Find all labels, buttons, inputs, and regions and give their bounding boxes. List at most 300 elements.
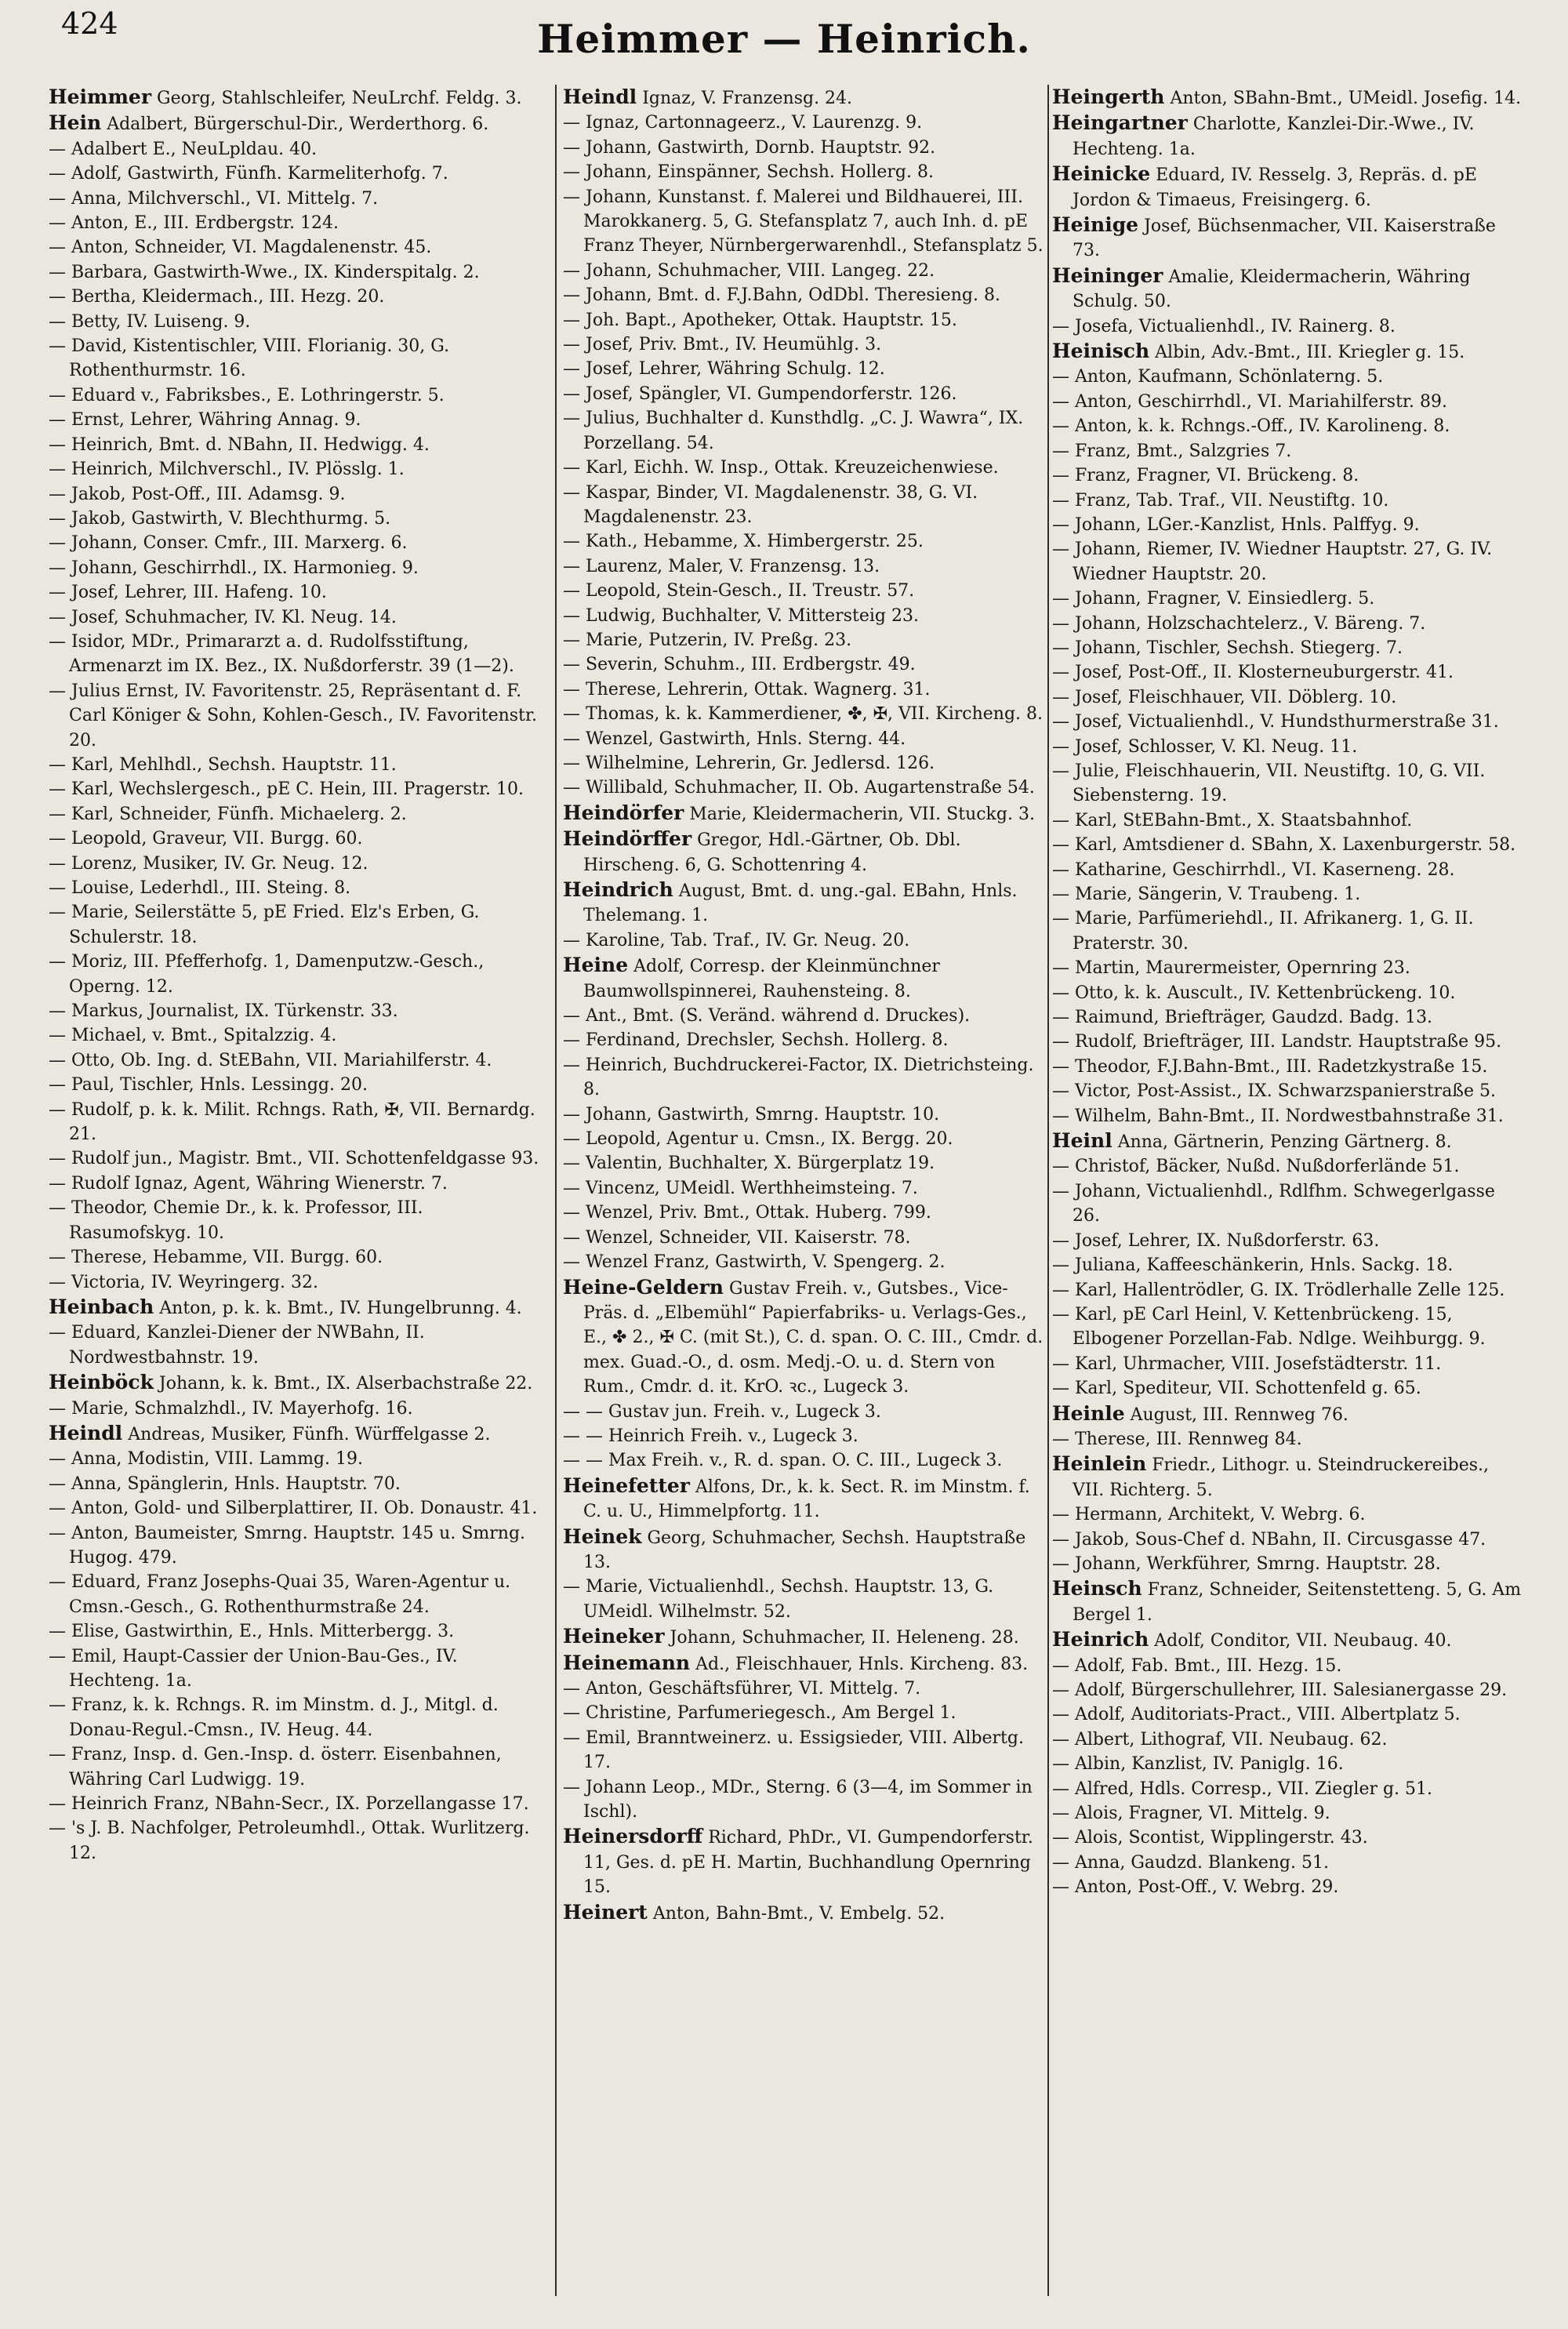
entry-text: — Josef, Lehrer, III. Hafeng. 10. <box>49 583 327 603</box>
entry-text: — Raimund, Briefträger, Gaudzd. Badg. 13. <box>1052 1008 1433 1028</box>
directory-entry <box>1052 439 1523 463</box>
entry-text: — Josef, Fleischhauer, VII. Döblerg. 10. <box>1052 687 1397 707</box>
entry-text: — Ant., Bmt. (S. Veränd. während d. Druckes). <box>563 1006 971 1026</box>
directory-entry <box>563 1127 1051 1151</box>
entry-text: — Lorenz, Musiker, IV. Gr. Neug. 12. <box>49 853 368 874</box>
directory-entry <box>49 1792 550 1816</box>
entry-surname: Heinböck <box>49 1371 154 1394</box>
entry-text: Adalbert, Bürgerschul-Dir., Werderthorg. 6. <box>107 114 489 135</box>
directory-entry <box>1052 1826 1523 1850</box>
directory-entry <box>563 259 1051 283</box>
directory-entry <box>49 827 550 851</box>
entry-text: — Johann, Gastwirth, Smrng. Hauptstr. 10. <box>563 1104 940 1125</box>
directory-entry <box>49 1619 550 1644</box>
entry-surname: Heinisch <box>1052 340 1150 363</box>
entry-text: — Johann, Einspänner, Sechsh. Hollerg. 8. <box>563 162 934 183</box>
entry-text: — 's J. B. Nachfolger, Petroleumhdl., Ottak. Wurlitzerg. 12. <box>49 1819 530 1863</box>
directory-entry <box>563 1424 1051 1448</box>
directory-entry <box>1052 1752 1523 1776</box>
entry-text: — Vincenz, UMeidl. Werthheimsteing. 7. <box>563 1178 918 1198</box>
entry-surname: Heinefetter <box>563 1473 690 1497</box>
directory-entry <box>49 1421 550 1447</box>
entry-text: Eduard, IV. Resselg. 3, Repräs. d. pE Jordon & Timaeus, Freisingerg. 6. <box>1073 165 1477 210</box>
entry-text: Amalie, Kleidermacherin, Währing Schulg. 50. <box>1073 267 1471 312</box>
directory-entry <box>563 481 1051 530</box>
directory-entry <box>563 1053 1051 1103</box>
directory-entry <box>563 1824 1051 1899</box>
directory-entry <box>49 679 550 753</box>
directory-entry <box>49 285 550 309</box>
directory-entry <box>1052 956 1523 980</box>
page-number: 424 <box>61 6 118 41</box>
entry-text: — Leopold, Stein-Gesch., II. Treustr. 57. <box>563 581 915 601</box>
entry-text: — Wenzel, Priv. Bmt., Ottak. Huberg. 799. <box>563 1203 931 1223</box>
entry-text: — Alfred, Hdls. Corresp., VII. Ziegler g. 51. <box>1052 1779 1433 1799</box>
entry-text: — Adolf, Bürgerschullehrer, III. Salesianergasse 29. <box>1052 1680 1508 1700</box>
entry-text: — Johann, Fragner, V. Einsiedlerg. 5. <box>1052 589 1375 609</box>
directory-entry <box>563 801 1051 827</box>
directory-entry <box>49 1447 550 1471</box>
entry-text: — Heinrich, Milchverschl., IV. Plösslg. 1. <box>49 460 405 480</box>
entry-text: — Johann, Holzschachtelerz., V. Bäreng. 7. <box>1052 613 1426 634</box>
entry-text: — Wilhelmine, Lehrerin, Gr. Jedlersd. 126. <box>563 753 935 773</box>
entry-text: — Valentin, Buchhalter, X. Bürgerplatz 19. <box>563 1154 935 1174</box>
directory-entry <box>49 187 550 211</box>
directory-entry <box>563 1004 1051 1028</box>
entry-text: — Christine, Parfumeriegesch., Am Bergel 1. <box>563 1703 956 1724</box>
entry-text: — Rudolf, p. k. k. Milit. Rchngs. Rath, ✠, VII. Bernardg. 21. <box>49 1099 535 1145</box>
entry-text: Gustav Freih. v., Gutsbes., Vice-Präs. d. „Elbemühl“ Papierfabriks- u. Verlags-Ges., E., ✤ 2., ✠ C. (mit St.), C. d. span. O. C. III., Cmdr. d. mex. Guad.-O., d. osm. Medj.-O. u. d. Stern von Rum., Cmdr. d. it. KrO. ꝛc., Lugeck 3. <box>583 1278 1044 1397</box>
entry-text: Anton, Bahn-Bmt., V. Embelg. 52. <box>652 1903 946 1924</box>
entry-text: — Karl, Schneider, Fünfh. Michaelerg. 2. <box>49 804 407 824</box>
entry-text: Anton, p. k. k. Bmt., IV. Hungelbrunng. 4. <box>159 1298 522 1318</box>
directory-entry <box>1052 85 1523 111</box>
directory-entry <box>1052 1702 1523 1727</box>
entry-surname: Heindrich <box>563 878 673 901</box>
entry-text: — — Heinrich Freih. v., Lugeck 3. <box>563 1426 858 1446</box>
directory-entry <box>49 1693 550 1742</box>
directory-entry <box>49 162 550 186</box>
entry-text: Josef, Büchsenmacher, VII. Kaiserstraße 73. <box>1073 216 1496 261</box>
directory-entry <box>1052 1502 1523 1527</box>
directory-entry <box>49 1048 550 1073</box>
entry-text: — David, Kistentischler, VIII. Florianig. 30, G. Rothenthurmstr. 16. <box>49 336 450 381</box>
directory-entry <box>1052 1728 1523 1752</box>
directory-entry <box>1052 636 1523 660</box>
entry-surname: Heindl <box>49 1421 123 1444</box>
directory-entry <box>563 1651 1051 1677</box>
directory-entry <box>49 777 550 801</box>
entry-text: — Johann, Schuhmacher, VIII. Langeg. 22. <box>563 260 935 281</box>
entry-text: — Therese, Hebamme, VII. Burgg. 60. <box>49 1248 383 1268</box>
entry-text: — Laurenz, Maler, V. Franzensg. 13. <box>563 556 880 576</box>
directory-entry <box>1052 1851 1523 1875</box>
directory-entry <box>563 1400 1051 1424</box>
entry-text: — Marie, Putzerin, IV. Preßg. 23. <box>563 630 852 650</box>
directory-entry <box>49 1172 550 1196</box>
directory-entry <box>563 1900 1051 1926</box>
directory-entry <box>1052 537 1523 587</box>
entry-text: — Julius, Buchhalter d. Kunsthdlg. „C. J. Wawra“, IX. Porzellang. 54. <box>563 409 1024 453</box>
directory-entry <box>563 1524 1051 1575</box>
directory-entry <box>49 580 550 605</box>
directory-entry <box>49 137 550 162</box>
entry-text: — Anton, Geschirrhdl., VI. Mariahilferstr. 89. <box>1052 391 1448 412</box>
directory-entry <box>1052 1654 1523 1678</box>
entry-text: — Karl, pE Carl Heinl, V. Kettenbrückeng. 15, Elbogener Porzellan-Fab. Ndlge. Weihburgg. 9. <box>1052 1304 1486 1350</box>
directory-entry <box>1052 1352 1523 1376</box>
entry-text: — Anton, k. k. Rchngs.-Off., IV. Karolineng. 8. <box>1052 416 1450 437</box>
entry-text: — Johann, Geschirrhdl., IX. Harmonieg. 9. <box>49 558 419 578</box>
entry-text: — Johann, Riemer, IV. Wiedner Hauptstr. 27, G. IV. Wiedner Hauptstr. 20. <box>1052 540 1493 584</box>
entry-text: — Alois, Scontist, Wipplingerstr. 43. <box>1052 1828 1368 1848</box>
entry-text: — Adolf, Auditoriats-Pract., VIII. Albertplatz 5. <box>1052 1705 1461 1725</box>
directory-entry <box>563 406 1051 456</box>
entry-text: — Martin, Maurermeister, Opernring 23. <box>1052 958 1410 979</box>
entry-text: Adolf, Corresp. der Kleinmünchner Baumwollspinnerei, Rauhensteing. 8. <box>583 957 940 1001</box>
entry-text: — Jakob, Post-Off., III. Adamsg. 9. <box>49 484 346 504</box>
directory-entry <box>1052 1875 1523 1899</box>
entry-text: Johann, k. k. Bmt., IX. Alserbachstraße 22. <box>158 1374 533 1394</box>
entry-text: — Josef, Schuhmacher, IV. Kl. Neug. 14. <box>49 607 397 627</box>
directory-entry <box>563 1701 1051 1725</box>
entry-text: — Anna, Modistin, VIII. Lammg. 19. <box>49 1449 363 1470</box>
directory-entry <box>49 1570 550 1619</box>
directory-entry <box>1052 1528 1523 1552</box>
entry-text: — Isidor, MDr., Primararzt a. d. Rudolfsstiftung, Armenarzt im IX. Bez., IX. Nußdorferstr. 39 (1—2). <box>49 631 514 677</box>
entry-text: Richard, PhDr., VI. Gumpendorferstr. 11, Ges. d. pE H. Martin, Buchhandlung Opernring 15. <box>583 1828 1033 1898</box>
entry-surname: Heinert <box>563 1900 648 1924</box>
directory-entry <box>563 332 1051 357</box>
entry-surname: Heinicke <box>1052 162 1151 186</box>
entry-text: — Marie, Sängerin, V. Traubeng. 1. <box>1052 885 1361 904</box>
directory-entry <box>49 310 550 334</box>
entry-text: — Johann, Bmt. d. F.J.Bahn, OdDbl. Theresieng. 8. <box>563 285 1000 306</box>
entry-text: Adolf, Conditor, VII. Neubaug. 40. <box>1154 1631 1452 1651</box>
directory-entry <box>1052 1627 1523 1653</box>
entry-text: — Therese, Lehrerin, Ottak. Wagnerg. 31. <box>563 679 931 699</box>
directory-entry <box>563 652 1051 677</box>
entry-text: — Josef, Schlosser, V. Kl. Neug. 11. <box>1052 736 1358 757</box>
entry-text: — Rudolf Ignaz, Agent, Währing Wienerstr. 7. <box>49 1173 448 1194</box>
directory-entry <box>49 950 550 999</box>
directory-entry <box>1052 1576 1523 1627</box>
entry-text: — Hermann, Architekt, V. Webrg. 6. <box>1052 1505 1366 1525</box>
entry-text: Ad., Fleischhauer, Hnls. Kircheng. 83. <box>695 1654 1029 1674</box>
entry-text: — Louise, Lederhdl., III. Steing. 8. <box>49 878 351 898</box>
entry-text: — Anton, Baumeister, Smrng. Hauptstr. 145 u. Smrng. Hugog. 479. <box>49 1523 526 1568</box>
directory-entry <box>49 1742 550 1792</box>
directory-entry <box>1052 1777 1523 1801</box>
entry-text: — Anna, Spänglerin, Hnls. Hauptstr. 70. <box>49 1473 401 1494</box>
directory-entry <box>563 776 1051 800</box>
entry-text: — Wenzel Franz, Gastwirth, V. Spengerg. 2. <box>563 1252 946 1273</box>
entry-text: — Josef, Victualienhdl., V. Hundsthurmerstraße 31. <box>1052 712 1499 732</box>
entry-text: — Karoline, Tab. Traf., IV. Gr. Neug. 20. <box>563 930 910 950</box>
directory-entry <box>563 382 1051 406</box>
entry-text: — Katharine, Geschirrhdl., VI. Kaserneng. 28. <box>1052 859 1455 880</box>
entry-surname: Heinl <box>1052 1129 1112 1153</box>
entry-text: — Franz, Insp. d. Gen.-Insp. d. österr. Eisenbahnen, Währing Carl Ludwigg. 19. <box>49 1745 502 1789</box>
directory-entry <box>563 1575 1051 1624</box>
entry-surname: Hein <box>49 111 102 135</box>
directory-entry <box>1052 833 1523 857</box>
directory-entry <box>49 1816 550 1866</box>
directory-entry <box>1052 263 1523 314</box>
directory-entry <box>1052 314 1523 339</box>
directory-entry <box>49 876 550 900</box>
entry-text: Anna, Gärtnerin, Penzing Gärtnerg. 8. <box>1117 1132 1452 1153</box>
directory-entry <box>563 1473 1051 1524</box>
directory-entry <box>563 185 1051 259</box>
entry-surname: Heine <box>563 954 629 977</box>
entry-text: — Adolf, Gastwirth, Fünfh. Karmeliterhofg. 7. <box>49 164 448 184</box>
page-title: Heimmer — Heinrich. <box>537 16 1031 62</box>
directory-entry <box>49 1496 550 1521</box>
directory-entry <box>563 702 1051 726</box>
directory-entry <box>1052 1452 1523 1502</box>
directory-entry <box>49 1098 550 1147</box>
directory-entry <box>1052 339 1523 365</box>
directory-entry <box>49 408 550 432</box>
directory-entry <box>563 1775 1051 1825</box>
entry-text: Alfons, Dr., k. k. Sect. R. im Minstm. f. C. u. U., Himmelpfortg. 11. <box>583 1477 1030 1522</box>
directory-entry <box>563 554 1051 579</box>
directory-entry <box>563 85 1051 111</box>
directory-entry <box>1052 1055 1523 1079</box>
directory-entry <box>49 457 550 481</box>
entry-text: Ignaz, V. Franzensg. 24. <box>642 89 853 108</box>
directory-entry <box>1052 660 1523 685</box>
entry-text: — Ignaz, Cartonnageerz., V. Laurenzg. 9. <box>563 113 923 133</box>
entry-surname: Heindl <box>563 85 637 108</box>
directory-entry <box>1052 1079 1523 1103</box>
entry-text: — Emil, Haupt-Cassier der Union-Bau-Ges., IV. Hechteng. 1a. <box>49 1646 458 1691</box>
directory-entry <box>1052 685 1523 710</box>
entry-text: — Jakob, Gastwirth, V. Blechthurmg. 5. <box>49 508 391 529</box>
entry-text: — Karl, Wechslergesch., pE C. Hein, III. Pragerstr. 10. <box>49 779 524 800</box>
column-left <box>49 85 550 2296</box>
entry-text: — Ernst, Lehrer, Währing Annag. 9. <box>49 410 361 431</box>
entry-text: — Josef, Priv. Bmt., IV. Heumühlg. 3. <box>563 335 882 355</box>
directory-entry <box>49 111 550 136</box>
directory-entry <box>49 630 550 679</box>
directory-entry <box>1052 489 1523 513</box>
entry-text: — Otto, Ob. Ing. d. StEBahn, VII. Mariahilferstr. 4. <box>49 1050 492 1070</box>
entry-text: — Barbara, Gastwirth-Wwe., IX. Kinderspitalg. 2. <box>49 262 480 282</box>
directory-entry <box>563 1726 1051 1775</box>
entry-text: — Franz, Bmt., Salzgries 7. <box>1052 441 1292 461</box>
entry-text: — Johann, Victualienhdl., Rdlfhm. Schwegerlgasse 26. <box>1052 1181 1495 1226</box>
entry-text: — Adalbert E., NeuLpldau. 40. <box>49 139 318 159</box>
entry-surname: Heinlein <box>1052 1452 1147 1476</box>
entry-surname: Heinrich <box>1052 1628 1149 1651</box>
directory-entry <box>49 1321 550 1370</box>
entry-surname: Heineker <box>563 1625 665 1648</box>
directory-entry <box>1052 1179 1523 1229</box>
directory-entry <box>1052 587 1523 611</box>
entry-text: — Heinrich, Bmt. d. NBahn, II. Hedwigg. 4. <box>49 434 430 455</box>
entry-text: — Johann, LGer.-Kanzlist, Hnls. Palffyg. 9. <box>1052 514 1420 535</box>
entry-text: — Eduard, Franz Josephs-Quai 35, Waren-Agentur u. Cmsn.-Gesch., G. Rothenthurmstraße 24. <box>49 1572 511 1617</box>
entry-text: — Jakob, Sous-Chef d. NBahn, II. Circusgasse 47. <box>1052 1529 1486 1550</box>
entry-text: — Heinrich Franz, NBahn-Secr., IX. Porzellangasse 17. <box>49 1794 529 1815</box>
directory-entry <box>1052 1128 1523 1154</box>
entry-text: Andreas, Musiker, Fünfh. Würffelgasse 2. <box>128 1424 491 1444</box>
entry-text: — Paul, Tischler, Hnls. Lessingg. 20. <box>49 1075 368 1095</box>
entry-text: — Thomas, k. k. Kammerdiener, ✤, ✠, VII. Kircheng. 8. <box>563 704 1044 725</box>
directory-entry <box>1052 735 1523 759</box>
directory-entry <box>1052 907 1523 956</box>
directory-entry <box>49 383 550 408</box>
entry-text: — Johann Leop., MDr., Sterng. 6 (3—4, im Sommer in Ischl). <box>563 1777 1033 1822</box>
entry-text: — Adolf, Fab. Bmt., III. Hezg. 15. <box>1052 1655 1342 1676</box>
entry-text: — Leopold, Agentur u. Cmsn., IX. Bergg. 20. <box>563 1129 953 1150</box>
entry-text: — Anton, E., III. Erdbergstr. 124. <box>49 213 339 234</box>
entry-text: Franz, Schneider, Seitenstetteng. 5, G. Am Bergel 1. <box>1073 1580 1522 1625</box>
directory-entry <box>1052 710 1523 734</box>
directory-entry <box>1052 162 1523 213</box>
directory-entry <box>1052 463 1523 488</box>
directory-entry <box>49 1196 550 1245</box>
entry-text: — Karl, Mehlhdl., Sechsh. Hauptstr. 11. <box>49 754 397 775</box>
entry-surname: Heingartner <box>1052 111 1188 135</box>
entry-text: — Franz, Tab. Traf., VII. Neustiftg. 10. <box>1052 490 1389 510</box>
directory-entry <box>49 900 550 950</box>
entry-text: — Franz, Fragner, VI. Brückeng. 8. <box>1052 466 1359 486</box>
entry-text: — — Gustav jun. Freih. v., Lugeck 3. <box>563 1401 881 1422</box>
entry-text: — Marie, Schmalzhdl., IV. Mayerhofg. 16. <box>49 1398 413 1419</box>
entry-text: — Leopold, Graveur, VII. Burgg. 60. <box>49 829 363 849</box>
directory-entry <box>49 999 550 1023</box>
directory-entry <box>563 1677 1051 1701</box>
entry-text: — Anton, Schneider, VI. Magdalenenstr. 45. <box>49 238 432 258</box>
directory-entry <box>49 852 550 876</box>
directory-entry <box>563 1201 1051 1225</box>
directory-entry <box>563 628 1051 652</box>
entry-text: — Wenzel, Schneider, VII. Kaiserstr. 78. <box>563 1227 911 1248</box>
directory-entry <box>1052 858 1523 882</box>
entry-text: — Heinrich, Buchdruckerei-Factor, IX. Dietrichsteing. 8. <box>563 1055 1034 1100</box>
entry-text: August, Bmt. d. ung.-gal. EBahn, Hnls. Thelemang. 1. <box>583 881 1018 926</box>
entry-text: — Joh. Bapt., Apotheker, Ottak. Hauptstr. 15. <box>563 310 957 330</box>
directory-entry <box>49 1295 550 1321</box>
entry-text: — Anton, Gold- und Silberplattirer, II. Ob. Donaustr. 41. <box>49 1499 538 1519</box>
entry-text: — Anna, Gaudzd. Blankeng. 51. <box>1052 1852 1329 1873</box>
entry-text: — Theodor, Chemie Dr., k. k. Professor, III. Rasumofskyg. 10. <box>49 1198 423 1243</box>
entry-surname: Heinek <box>563 1524 642 1548</box>
entry-text: — Karl, Spediteur, VII. Schottenfeld g. 65. <box>1052 1379 1421 1399</box>
entry-text: — Josefa, Victualienhdl., IV. Rainerg. 8. <box>1052 316 1396 336</box>
directory-entry <box>1052 1801 1523 1826</box>
entry-text: — Albert, Lithograf, VII. Neubaug. 62. <box>1052 1729 1388 1749</box>
entry-text: — Johann, Kunstanst. f. Malerei und Bildhauerei, III. Marokkanerg. 5, G. Stefansplatz 7, auch Inh. d. pE Franz Theyer, Nürnbergerwarenhdl., Stefansplatz 5. <box>563 187 1044 256</box>
entry-text: — Karl, Eichh. W. Insp., Ottak. Kreuzeichenwiese. <box>563 458 999 478</box>
directory-entry <box>49 433 550 457</box>
directory-entry <box>1052 213 1523 263</box>
entry-text: Anton, SBahn-Bmt., UMeidl. Josefig. 14. <box>1170 89 1522 108</box>
entry-text: — Juliana, Kaffeeschänkerin, Hnls. Sackg. 18. <box>1052 1255 1454 1276</box>
directory-entry <box>563 678 1051 702</box>
entry-text: — Anna, Milchverschl., VI. Mittelg. 7. <box>49 188 379 209</box>
directory-entry <box>49 482 550 507</box>
directory-entry <box>49 1146 550 1171</box>
directory-entry <box>49 556 550 580</box>
entry-surname: Heinbach <box>49 1295 154 1318</box>
entry-text: — Marie, Seilerstätte 5, pE Fried. Elz's Erben, G. Schulerstr. 18. <box>49 903 480 947</box>
directory-entry <box>49 531 550 555</box>
directory-entry <box>1052 1005 1523 1030</box>
entry-surname: Heinle <box>1052 1401 1125 1425</box>
entry-text: Georg, Schuhmacher, Sechsh. Hauptstraße 13. <box>583 1528 1026 1572</box>
entry-text: — Wilhelm, Bahn-Bmt., II. Nordwestbahnstraße 31. <box>1052 1106 1504 1126</box>
entry-text: — Christof, Bäcker, Nußd. Nußdorferlände 51. <box>1052 1157 1460 1177</box>
directory-entry <box>563 953 1051 1004</box>
entry-text: — Moriz, III. Pfefferhofg. 1, Damenputzw.-Gesch., Operng. 12. <box>49 952 485 997</box>
entry-text: — Marie, Parfümeriehdl., II. Afrikanerg. 1, G. II. Praterstr. 30. <box>1052 909 1474 954</box>
entry-text: Charlotte, Kanzlei-Dir.-Wwe., IV. Hechteng. 1a. <box>1073 114 1475 159</box>
entry-surname: Heimmer <box>49 85 152 108</box>
entry-text: Marie, Kleidermacherin, VII. Stuckg. 3. <box>689 804 1035 824</box>
directory-entry <box>1052 414 1523 438</box>
entry-surname: Heinersdorff <box>563 1825 703 1848</box>
entry-surname: Heinige <box>1052 213 1139 237</box>
directory-entry <box>49 211 550 235</box>
directory-entry <box>563 456 1051 480</box>
directory-entry <box>1052 1401 1523 1427</box>
entry-text: Georg, Stahlschleifer, NeuLrchf. Feldg. 3. <box>157 89 522 108</box>
column-right <box>1052 85 1523 2296</box>
directory-entry <box>563 160 1051 184</box>
directory-entry <box>49 1521 550 1571</box>
entry-text: — Severin, Schuhm., III. Erdbergstr. 49. <box>563 655 916 675</box>
entry-text: — Karl, Amtsdiener d. SBahn, X. Laxenburgerstr. 58. <box>1052 835 1516 856</box>
entry-text: — Johann, Conser. Cmfr., III. Marxerg. 6. <box>49 533 408 554</box>
entry-text: Friedr., Lithogr. u. Steindruckereibes., VII. Richterg. 5. <box>1073 1455 1490 1500</box>
entry-text: — Therese, III. Rennweg 84. <box>1052 1429 1302 1449</box>
directory-entry <box>49 802 550 827</box>
directory-entry <box>49 1472 550 1496</box>
directory-entry <box>1052 1303 1523 1352</box>
directory-entry <box>1052 1229 1523 1253</box>
directory-entry <box>49 1073 550 1097</box>
directory-entry <box>563 529 1051 554</box>
entry-text: — Kaspar, Binder, VI. Magdalenenstr. 38, G. VI. Magdalenenstr. 23. <box>563 482 978 527</box>
entry-text: — Marie, Victualienhdl., Sechsh. Hauptstr. 13, G. UMeidl. Wilhelmstr. 52. <box>563 1577 994 1622</box>
entry-text: — Betty, IV. Luiseng. 9. <box>49 311 251 332</box>
entry-surname: Heinsch <box>1052 1577 1142 1601</box>
entry-text: Gregor, Hdl.-Gärtner, Ob. Dbl. Hirscheng. 6, G. Schottenring 4. <box>583 830 961 875</box>
entry-text: — Ludwig, Buchhalter, V. Mittersteig 23. <box>563 605 919 626</box>
column-middle <box>563 85 1051 2296</box>
directory-entry <box>563 579 1051 603</box>
directory-entry <box>1052 1253 1523 1277</box>
entry-text: — Alois, Fragner, VI. Mittelg. 9. <box>1052 1804 1330 1824</box>
entry-text: — Anton, Kaufmann, Schönlaterng. 5. <box>1052 367 1384 387</box>
entry-text: — Josef, Spängler, VI. Gumpendorferstr. 126. <box>563 383 957 404</box>
entry-text: — Josef, Lehrer, Währing Schulg. 12. <box>563 359 885 380</box>
directory-entry <box>563 136 1051 160</box>
directory-entry <box>1052 1104 1523 1128</box>
entry-text: — Franz, k. k. Rchngs. R. im Minstm. d. J., Mitgl. d. Donau-Regul.-Cmsn., IV. Heug. 44. <box>49 1695 499 1740</box>
directory-entry <box>49 1270 550 1295</box>
entry-text: — Albin, Kanzlist, IV. Paniglg. 16. <box>1052 1754 1344 1775</box>
entry-text: — Karl, Uhrmacher, VIII. Josefstädterstr. 11. <box>1052 1353 1442 1374</box>
entry-surname: Heinemann <box>563 1651 691 1674</box>
directory-entry <box>49 605 550 630</box>
entry-text: — Markus, Journalist, IX. Türkenstr. 33. <box>49 1001 398 1022</box>
entry-text: — Julie, Fleischhauerin, VII. Neustiftg. 10, G. VII. Siebensterng. 19. <box>1052 761 1486 806</box>
